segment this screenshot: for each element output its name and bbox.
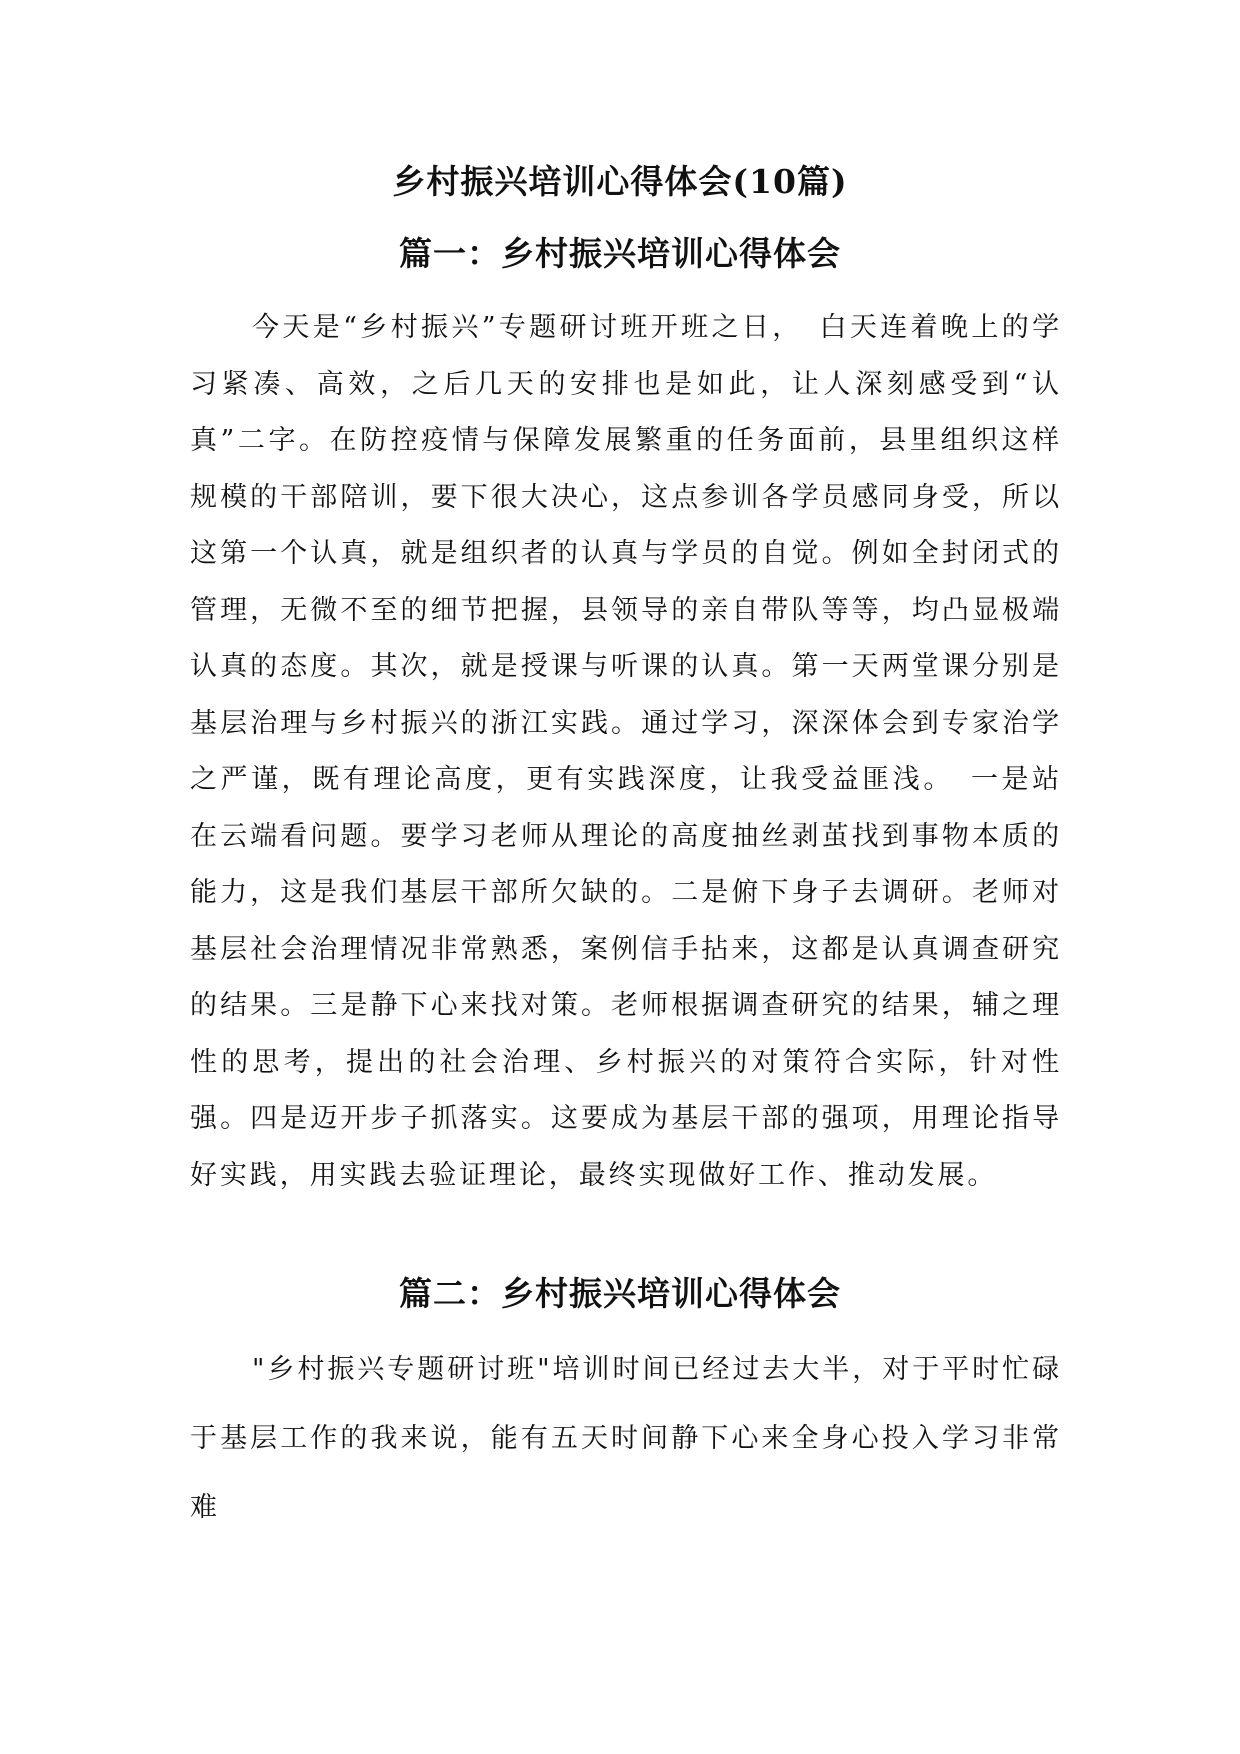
section-2-heading: 篇二：乡村振兴培训心得体会	[399, 1274, 841, 1313]
section-1-heading: 篇一：乡村振兴培训心得体会	[399, 234, 841, 273]
section-2-paragraph: "乡村振兴专题研讨班"培训时间已经过去大半，对于平时忙碌于基层工作的我来说，能有五天时间静下心来全身心投入学习非常难	[190, 1354, 1062, 1523]
section-1-paragraph: 今天是“乡村振兴”专题研讨班开班之日， 白天连着晚上的学习紧凑、高效，之后几天的安排也是如此，让人深刻感受到“认真”二字。在防控疫情与保障发展繁重的任务面前，县里组织这样规模的干部陪训，要下很大决心，这点参训各学员感同身受，所以这第一个认真，就是组织者的认真与学员的自觉。例如全封闭式的管理，无微不至的细节把握，县领导的亲自带队等等，均凸显极端认真的态度。其次，就是授课与听课的认真。第一天两堂课分别是基层治理与乡村振兴的浙江实践。通过学习，深深体会到专家治学之严谨，既有理论高度，更有实践深度，让我受益匪浅。 一是站在云端看问题。要学习老师从理论的高度抽丝剥茧找到事物本质的能力，这是我们基层干部所欠缺的。二是俯下身子去调研。老师对基层社会治理情况非常熟悉，案例信手拈来，这都是认真调查研究的结果。三是静下心来找对策。老师根据调查研究的结果，辅之理性的思考，提出的社会治理、乡村振兴的对策符合实际，针对性强。四是迈开步子抓落实。这要成为基层干部的强项，用理论指导好实践，用实践去验证理论，最终实现做好工作、推动发展。	[190, 312, 1062, 1191]
document-title: 乡村振兴培训心得体会(10篇)	[392, 162, 848, 201]
